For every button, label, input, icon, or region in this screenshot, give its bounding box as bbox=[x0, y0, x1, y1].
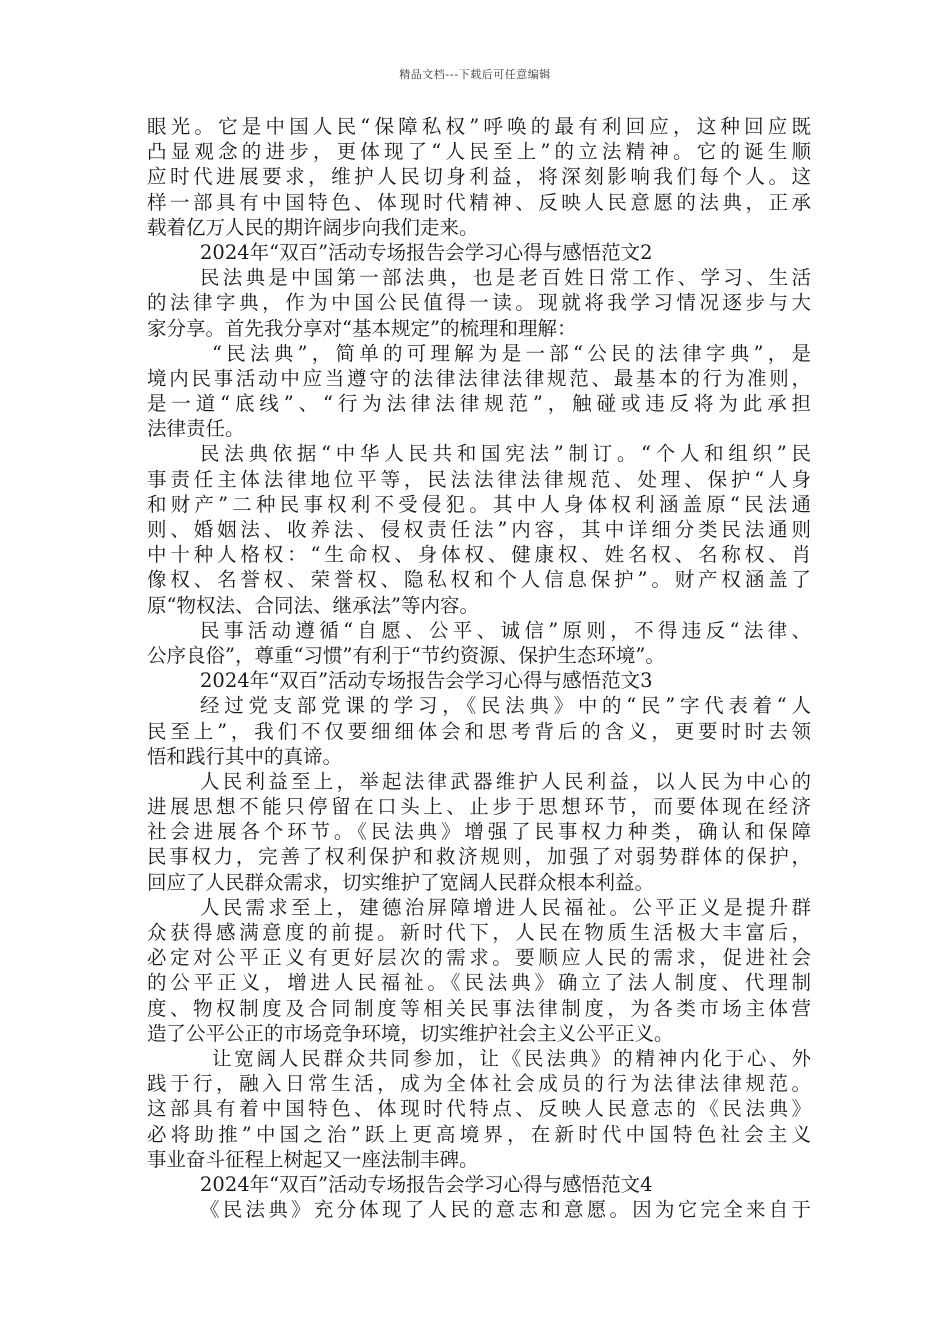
text-line: 必将助推”中国之治”跃上更高境界，在新时代中国特色社会主义 bbox=[147, 1122, 811, 1146]
text-line: 民法典依据“中华人民共和国宪法”制订。“个人和组织”民 bbox=[200, 442, 811, 466]
text-line: 事业奋斗征程上树起又一座法制丰碑。 bbox=[147, 1147, 479, 1171]
text-line: 的公平正义，增进人民福祉。《民法典》确立了法人制度、代理制 bbox=[147, 971, 811, 995]
text-line: 境内民事活动中应当遵守的法律法律法律规范、最基本的行为准则， bbox=[147, 366, 811, 390]
text-line: 的法律字典，作为中国公民值得一读。现就将我学习情况逐步与大 bbox=[147, 291, 811, 315]
text-line: 经过党支部党课的学习，《民法典》中的“民”字代表着“人 bbox=[200, 694, 811, 718]
section-heading: 2024年“双百”活动专场报告会学习心得与感悟范文4 bbox=[200, 1172, 653, 1196]
text-line: 必定对公平正义有更好层次的需求。要顺应人民的需求，促进社会 bbox=[147, 946, 811, 970]
section-heading: 2024年“双百”活动专场报告会学习心得与感悟范文2 bbox=[200, 240, 653, 264]
text-line: “民法典”，简单的可理解为是一部“公民的法律字典”，是 bbox=[212, 341, 811, 365]
text-line: 进展思想不能只停留在口头上、止步于思想环节，而要体现在经济 bbox=[147, 795, 811, 819]
text-line: 民至上”，我们不仅要细细体会和思考背后的含义，更要时时去领 bbox=[147, 719, 811, 743]
text-line: 造了公平公正的市场竞争环境，切实维护社会主义公平正义。 bbox=[147, 1021, 674, 1045]
text-line: 人民需求至上，建德治屏障增进人民福祉。公平正义是提升群 bbox=[200, 895, 811, 919]
text-line: 回应了人民群众需求，切实维护了宽阔人民群众根本利益。 bbox=[147, 870, 655, 894]
text-line: 凸显观念的进步，更体现了“人民至上”的立法精神。它的诞生顺 bbox=[147, 140, 811, 164]
text-line: 人民利益至上，举起法律武器维护人民利益，以人民为中心的 bbox=[200, 769, 811, 793]
page-header: 精品文档---下载后可任意编辑 bbox=[399, 68, 551, 81]
text-line: 度、物权制度及合同制度等相关民事法律制度，为各类市场主体营 bbox=[147, 996, 811, 1020]
text-line: 众获得感满意度的前提。新时代下，人民在物质生活极大丰富后， bbox=[147, 921, 811, 944]
text-line: 中十种人格权：“生命权、身体权、健康权、姓名权、名称权、肖 bbox=[147, 543, 811, 567]
text-line: 原“物权法、合同法、继承法”等内容。 bbox=[147, 593, 479, 617]
text-line: 民事活动遵循“自愿、公平、诚信”原则，不得违反“法律、 bbox=[200, 618, 811, 642]
text-line: 这部具有着中国特色、体现时代特点、反映人民意志的《民法典》 bbox=[147, 1097, 811, 1121]
text-line: 民法典是中国第一部法典，也是老百姓日常工作、学习、生活 bbox=[200, 266, 811, 290]
text-line: 像权、名誉权、荣誉权、隐私权和个人信息保护”。财产权涵盖了 bbox=[147, 568, 811, 592]
text-line: 载着亿万人民的期许阔步向我们走来。 bbox=[147, 215, 479, 239]
text-line: 《民法典》充分体现了人民的意志和意愿。因为它完全来自于 bbox=[200, 1198, 811, 1222]
text-line: 法律责任。 bbox=[147, 417, 245, 441]
text-line: 则、婚姻法、收养法、侵权责任法”内容，其中详细分类民法通则 bbox=[147, 518, 811, 541]
text-line: 民事权力，完善了权利保护和救济规则，加强了对弱势群体的保护， bbox=[147, 845, 811, 869]
text-line: 是一道“底线”、“行为法律法律规范”，触碰或违反将为此承担 bbox=[147, 392, 811, 416]
text-line: 样一部具有中国特色、体现时代精神、反映人民意愿的法典，正承 bbox=[147, 190, 811, 214]
text-line: 悟和践行其中的真谛。 bbox=[147, 744, 343, 768]
document-body bbox=[147, 114, 811, 1222]
text-line: 公序良俗”，尊重“习惯”有利于“节约资源、保护生态环境”。 bbox=[147, 643, 665, 667]
text-line: 让宽阔人民群众共同参加，让《民法典》的精神内化于心、外 bbox=[212, 1046, 811, 1070]
text-line: 社会进展各个环节。《民法典》增强了民事权力种类，确认和保障 bbox=[147, 820, 811, 844]
text-line: 应时代进展要求，维护人民切身利益，将深刻影响我们每个人。这 bbox=[147, 165, 811, 189]
text-line: 践于行，融入日常生活，成为全体社会成员的行为法律法律规范。 bbox=[147, 1072, 811, 1096]
section-heading: 2024年“双百”活动专场报告会学习心得与感悟范文3 bbox=[200, 669, 653, 693]
text-line: 眼光。它是中国人民“保障私权”呼唤的最有利回应，这种回应既 bbox=[147, 115, 811, 138]
text-line: 家分享。首先我分享对“基本规定”的梳理和理解： bbox=[147, 316, 577, 340]
text-line: 事责任主体法律地位平等，民法法律法律规范、处理、保护“人身 bbox=[147, 467, 811, 491]
text-line: 和财产”二种民事权利不受侵犯。其中人身体权利涵盖原“民法通 bbox=[147, 492, 811, 516]
